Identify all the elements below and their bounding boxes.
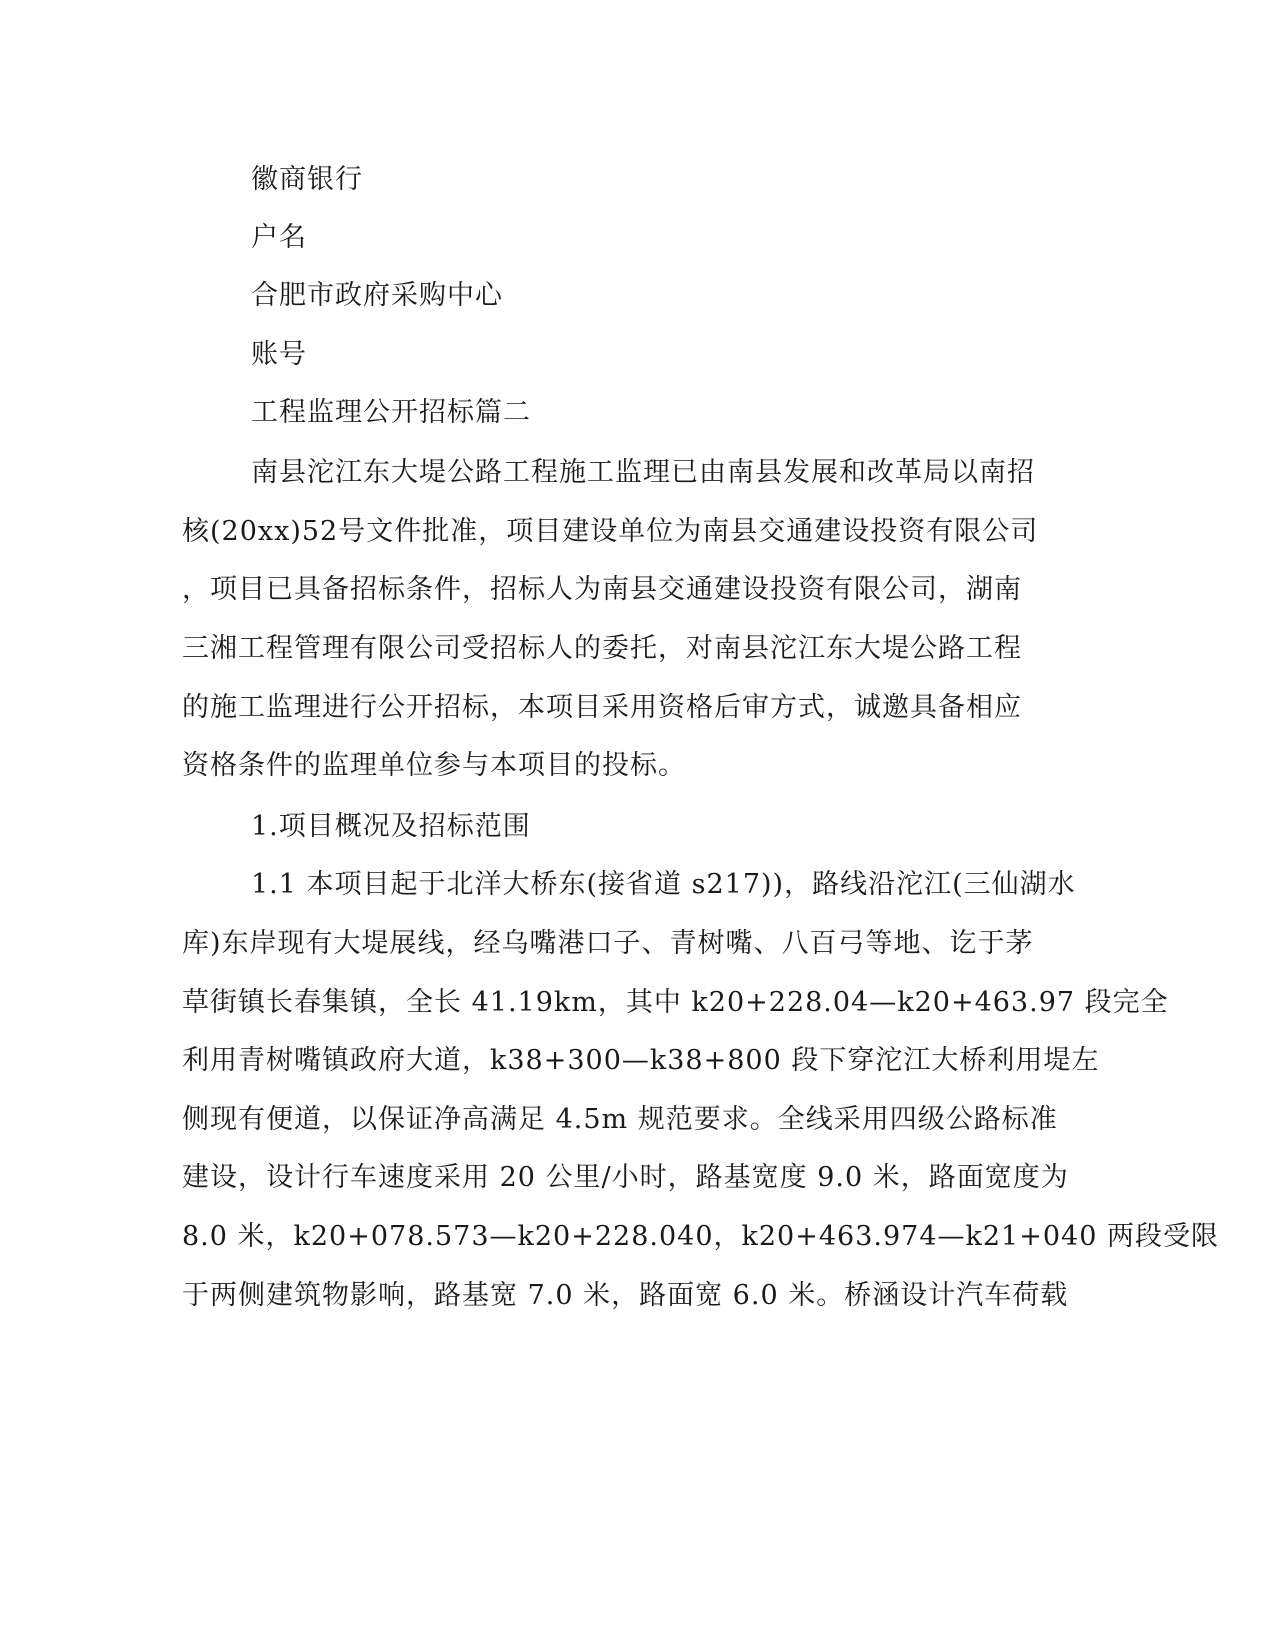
paragraph-1-line-2: 核(20xx)52号文件批准，项目建设单位为南县交通建设投资有限公司 <box>182 516 1039 547</box>
subsection-heading: 1.项目概况及招标范围 <box>251 811 531 842</box>
paragraph-2-line-1: 1.1 本项目起于北洋大桥东(接省道 s217))，路线沿沱江(三仙湖水 <box>251 869 1076 900</box>
bank-name-line: 徽商银行 <box>251 164 363 195</box>
paragraph-1-line-6: 资格条件的监理单位参与本项目的投标。 <box>182 750 686 781</box>
paragraph-2-line-8: 于两侧建筑物影响，路基宽 7.0 米，路面宽 6.0 米。桥涵设计汽车荷载 <box>182 1280 1069 1311</box>
paragraph-1-line-5: 的施工监理进行公开招标，本项目采用资格后审方式，诚邀具备相应 <box>182 692 1022 723</box>
paragraph-1-line-3: ，项目已具备招标条件，招标人为南县交通建设投资有限公司，湖南 <box>182 574 1022 605</box>
paragraph-2-line-7: 8.0 米，k20+078.573—k20+228.040，k20+463.974—k21+040 两段受限 <box>182 1221 1219 1252</box>
paragraph-1-line-4: 三湘工程管理有限公司受招标人的委托，对南县沱江东大堤公路工程 <box>182 633 1022 664</box>
account-name-label: 户名 <box>251 222 307 253</box>
paragraph-2-line-4: 利用青树嘴镇政府大道，k38+300—k38+800 段下穿沱江大桥利用堤左 <box>182 1045 1100 1076</box>
paragraph-2-line-2: 库)东岸现有大堤展线，经乌嘴港口子、青树嘴、八百弓等地、讫于茅 <box>182 928 1034 959</box>
paragraph-2-line-3: 草街镇长春集镇，全长 41.19km，其中 k20+228.04—k20+463.97 段完全 <box>182 987 1169 1018</box>
account-name-value: 合肥市政府采购中心 <box>251 280 503 311</box>
section-heading: 工程监理公开招标篇二 <box>251 397 531 428</box>
account-number-label: 账号 <box>251 339 307 370</box>
paragraph-1-line-1: 南县沱江东大堤公路工程施工监理已由南县发展和改革局以南招 <box>251 457 1035 488</box>
paragraph-2-line-6: 建设，设计行车速度采用 20 公里/小时，路基宽度 9.0 米，路面宽度为 <box>182 1162 1069 1193</box>
paragraph-2-line-5: 侧现有便道，以保证净高满足 4.5m 规范要求。全线采用四级公路标准 <box>182 1104 1058 1135</box>
